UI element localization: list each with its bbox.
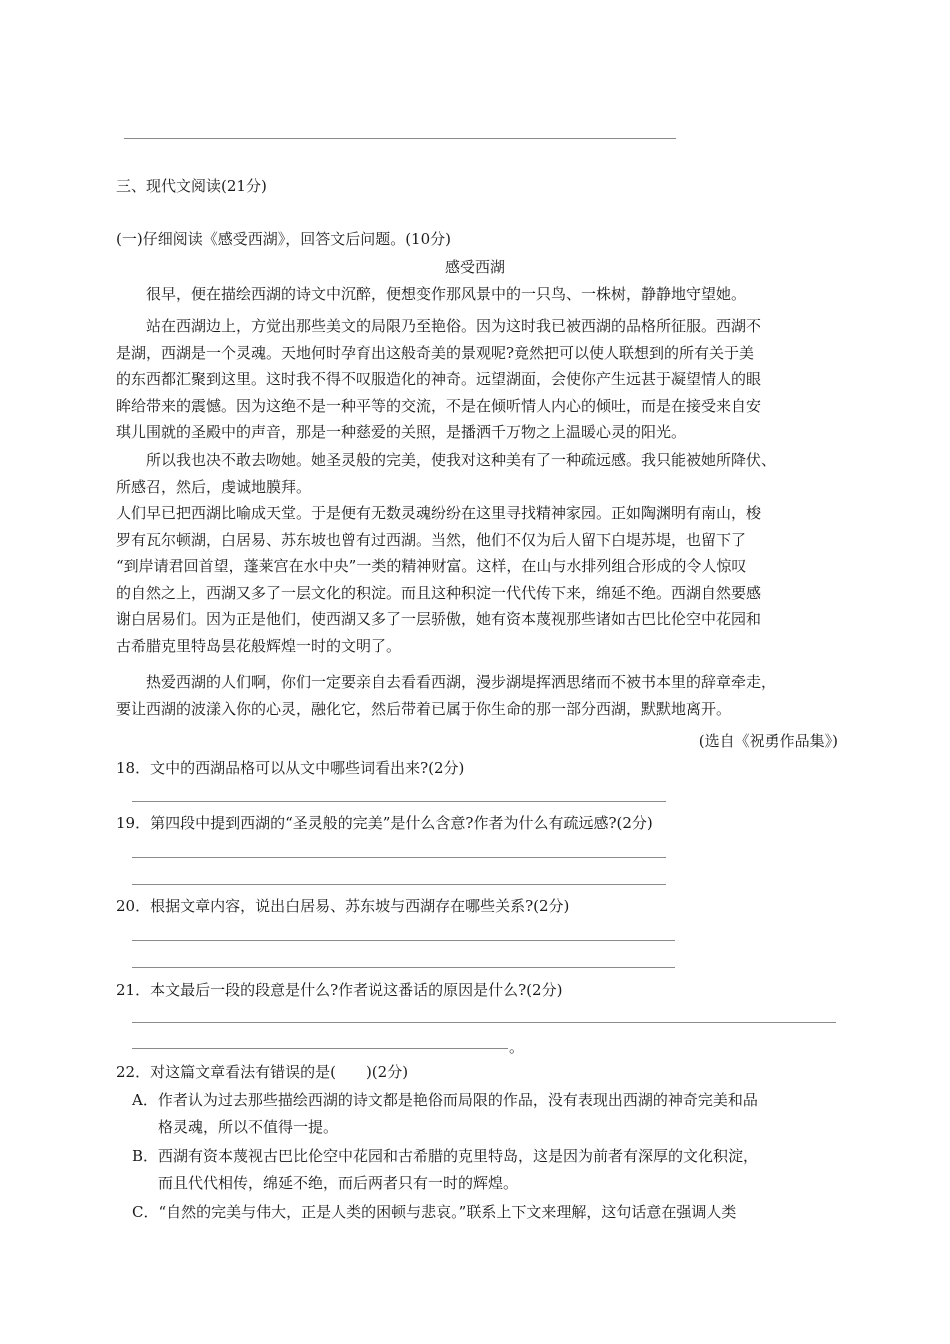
answer-line [124,138,676,139]
part-intro: (一)仔细阅读《感受西湖》，回答文后问题。(10分) [116,230,451,248]
answer-line[interactable] [132,1048,508,1049]
article-paragraph-2 [116,313,838,446]
answer-line[interactable] [132,967,675,968]
paragraph-line: 热爱西湖的人们啊，你们一定要亲自去看看西湖，漫步湖堤挥洒思绪而不被书本里的辞章牵走， [146,673,777,691]
answer-line[interactable] [132,884,666,885]
paragraph-line: 琪儿围就的圣殿中的声音，那是一种慈爱的关照，是播洒千万物之上温暖心灵的阳光。 [116,423,687,442]
option-line: 而且代代相传，绵延不绝，而后两者只有一时的辉煌。 [158,1173,519,1192]
article-paragraph-1 [116,281,838,308]
article-source: (选自《祝勇作品集》) [698,732,838,750]
paragraph-line: 是湖，西湖是一个灵魂。天地何时孕育出这般奇美的景观呢?竟然把可以使人联想到的所有关于美 [116,343,755,362]
section-heading: 三、现代文阅读(21分) [116,177,267,195]
answer-line[interactable] [132,1022,836,1023]
article-paragraph-4 [116,500,838,660]
paragraph-line: 要让西湖的波漾入你的心灵，融化它，然后带着已属于你生命的那一部分西湖，默默地离开。 [116,699,732,718]
paragraph-line: 罗有瓦尔顿湖，白居易、苏东坡也曾有过西湖。当然，他们不仅为后人留下白堤苏堤，也留下了 [116,530,747,549]
paragraph-line: 眸给带来的震憾。因为这绝不是一种平等的交流，不是在倾听情人内心的倾吐，而是在接受来自安 [116,396,762,415]
paragraph-line: 站在西湖边上，方觉出那些美文的局限乃至艳俗。因为这时我已被西湖的品格所征服。西湖不 [146,317,762,335]
paragraph-line: “到岸请君回首望，蓬莱宫在水中央”一类的精神财富。这样，在山与水排列组合形成的令人惊叹 [116,557,747,576]
paragraph-line: 谢白居易们。因为正是他们，使西湖又多了一层骄傲，她有资本蔑视那些诸如古巴比伦空中花园和 [116,610,762,629]
paragraph-line: 人们早已把西湖比喻成天堂。于是便有无数灵魂纷纷在这里寻找精神家园。正如陶渊明有南山，梭 [116,504,762,522]
option-line: 格灵魂，所以不值得一提。 [158,1117,339,1136]
option-line: B．西湖有资本蔑视古巴比伦空中花园和古希腊的克里特岛，这是因为前者有深厚的文化积淀， [132,1147,759,1165]
option-c[interactable] [132,1199,840,1226]
question-18: 18．文中的西湖品格可以从文中哪些词看出来?(2分) [116,759,465,777]
question-20: 20．根据文章内容，说出白居易、苏东坡与西湖存在哪些关系?(2分) [116,897,570,915]
option-b[interactable] [132,1143,840,1196]
option-line: C．“自然的完美与伟大，正是人类的困顿与悲哀。”联系上下文来理解，这句话意在强调人类 [132,1203,737,1221]
paragraph-line: 所感召，然后，虔诚地膜拜。 [116,477,312,496]
answer-line[interactable] [132,801,666,802]
question-22: 22．对这篇文章看法有错误的是( )(2分) [116,1063,409,1081]
answer-line[interactable] [132,940,675,941]
question-21: 21．本文最后一段的段意是什么?作者说这番话的原因是什么?(2分) [116,981,563,999]
option-line: A．作者认为过去那些描绘西湖的诗文都是艳俗而局限的作品，没有表现出西湖的神奇完美和品 [132,1091,758,1109]
sentence-end-mark: 。 [509,1038,525,1056]
paragraph-line: 古希腊克里特岛昙花般辉煌一时的文明了。 [116,636,402,655]
article-title: 感受西湖 [444,258,505,276]
article-paragraph-3 [116,447,838,500]
article-paragraph-5 [116,669,838,722]
paragraph-line: 的东西都汇聚到这里。这时我不得不叹服造化的神奇。远望湖面，会使你产生远甚于凝望情人的眼 [116,370,762,389]
answer-line[interactable] [132,857,666,858]
paragraph-line: 的自然之上，西湖又多了一层文化的积淀。而且这种积淀一代代传下来，绵延不绝。西湖自然要感 [116,583,762,602]
question-19: 19．第四段中提到西湖的“圣灵般的完美”是什么含意?作者为什么有疏远感?(2分) [116,814,653,832]
option-a[interactable] [132,1087,840,1140]
paragraph-line: 很早，便在描绘西湖的诗文中沉醉，便想变作那风景中的一只鸟、一株树，静静地守望她。 [146,285,747,303]
paragraph-line: 所以我也决不敢去吻她。她圣灵般的完美，使我对这种美有了一种疏远感。我只能被她所降伏、 [146,451,777,469]
